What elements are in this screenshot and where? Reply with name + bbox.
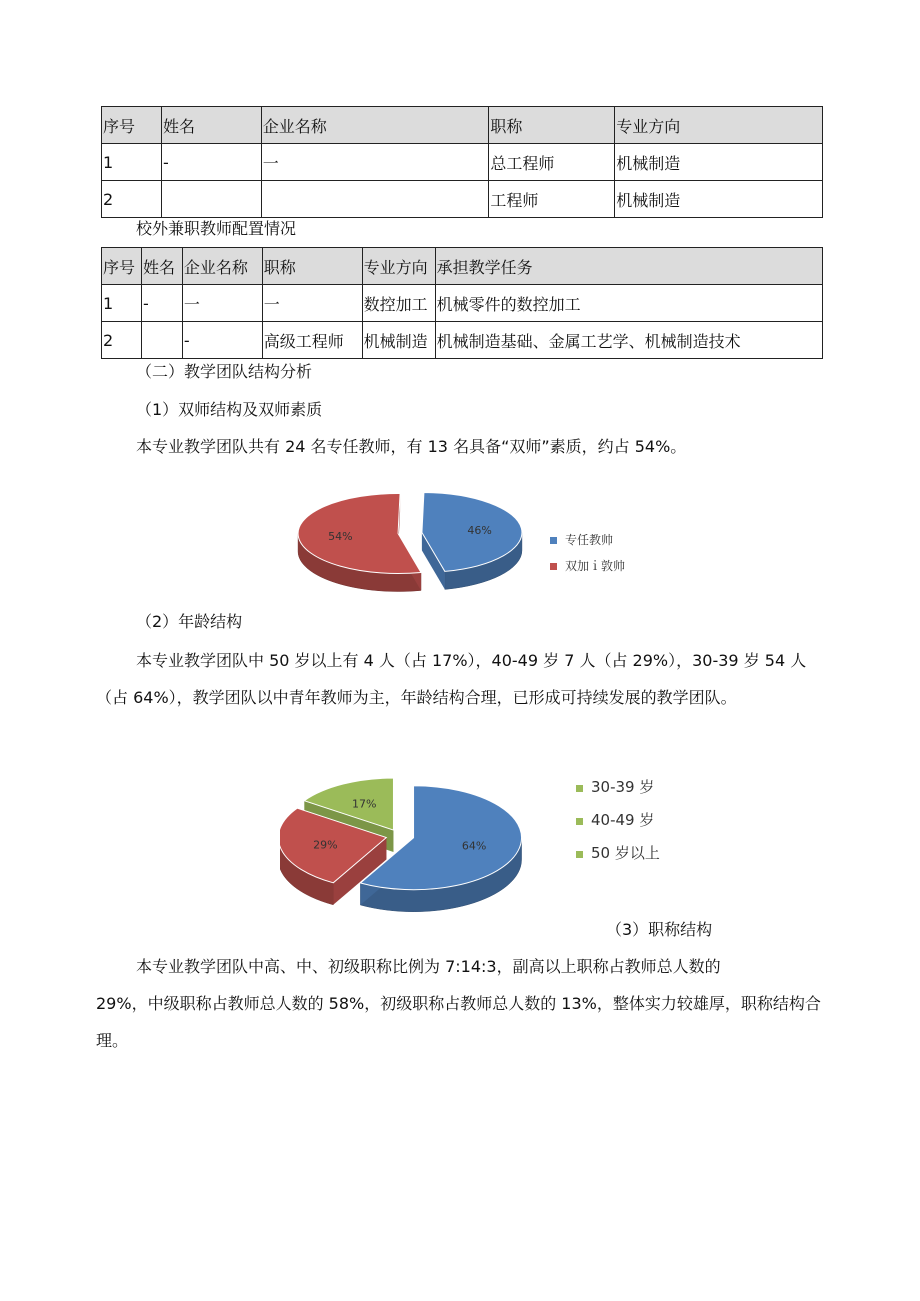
legend-swatch xyxy=(550,537,557,544)
table-cell: 一 xyxy=(261,144,489,181)
legend-swatch xyxy=(576,851,583,858)
table-cell: 机械制造基础、金属工艺学、机械制造技术 xyxy=(435,322,822,359)
pie-slice xyxy=(422,493,522,590)
table-header-row xyxy=(102,248,823,285)
table-cell: 高级工程师 xyxy=(262,322,362,359)
header-cell: 专业方向 xyxy=(362,248,435,285)
table-cell: 工程师 xyxy=(489,181,615,218)
legend-item xyxy=(550,532,613,547)
table-cell: 1 xyxy=(102,285,142,322)
table2-caption: 校外兼职教师配置情况 xyxy=(136,219,297,238)
table-cell: - xyxy=(182,322,262,359)
slice-data-label: 46% xyxy=(467,524,492,538)
table-row xyxy=(102,144,823,181)
table-cell: 一 xyxy=(262,285,362,322)
paragraph-line: （占 64%），教学团队以中青年教师为主，年龄结构合理，已形成可持续发展的教学团队。 xyxy=(96,688,737,707)
table-cell: 机械制造 xyxy=(615,181,823,218)
slice-data-label: 17% xyxy=(352,797,377,811)
subsection-heading: （1）双师结构及双师素质 xyxy=(136,400,323,419)
header-cell: 序号 xyxy=(102,248,142,285)
legend-label: 专任教帅 xyxy=(565,533,614,547)
pie-slice xyxy=(298,494,421,592)
slice-data-label: 54% xyxy=(328,529,353,543)
legend-item xyxy=(550,558,625,573)
legend-label: 50 岁以上 xyxy=(591,844,660,862)
legend-swatch xyxy=(550,563,557,570)
table-cell: 2 xyxy=(102,322,142,359)
header-cell: 职称 xyxy=(489,107,615,144)
table-cell xyxy=(161,181,261,218)
table-cell xyxy=(261,181,489,218)
table-cell: 一 xyxy=(182,285,262,322)
pie-chart-age-structure xyxy=(280,770,700,930)
header-cell: 职称 xyxy=(262,248,362,285)
table-row xyxy=(102,322,823,359)
legend-label: 40-49 岁 xyxy=(591,811,655,829)
legend-item xyxy=(576,844,660,862)
table-cell: 总工程师 xyxy=(489,144,615,181)
table-cell: - xyxy=(141,285,182,322)
legend-label: 双加ｉ敦帅 xyxy=(565,559,626,573)
paragraph-line: 本专业教学团队中 50 岁以上有 4 人（占 17%），40-49 岁 7 人（占 29%），30-39 岁 54 人 xyxy=(136,651,807,670)
table-cell: 机械制造 xyxy=(362,322,435,359)
paragraph: 本专业教学团队共有 24 名专任教师，有 13 名具备“双师”素质，约占 54%。 xyxy=(136,437,687,456)
paragraph-line: 本专业教学团队中高、中、初级职称比例为 7:14:3，副高以上职称占教师总人数的 xyxy=(136,957,721,976)
legend-label: 30-39 岁 xyxy=(591,778,655,796)
table-cell: 机械零件的数控加工 xyxy=(435,285,822,322)
header-cell: 姓名 xyxy=(141,248,182,285)
legend-swatch xyxy=(576,785,583,792)
pie-chart-double-qualified xyxy=(290,485,650,605)
section-heading: （二）教学团队结构分析 xyxy=(136,362,313,381)
table-enterprise-experts xyxy=(101,106,823,218)
table-row xyxy=(102,285,823,322)
table-row xyxy=(102,181,823,218)
header-cell: 企业名称 xyxy=(261,107,489,144)
header-cell: 企业名称 xyxy=(182,248,262,285)
subsection-heading: （2）年龄结构 xyxy=(136,612,243,631)
slice-data-label: 64% xyxy=(461,839,487,853)
legend-swatch xyxy=(576,818,583,825)
table-part-time-teachers xyxy=(101,247,823,359)
table-cell: - xyxy=(161,144,261,181)
legend-item xyxy=(576,778,654,796)
header-cell: 专业方向 xyxy=(615,107,823,144)
table-cell xyxy=(141,322,182,359)
header-cell: 姓名 xyxy=(161,107,261,144)
table-cell: 1 xyxy=(102,144,162,181)
subsection-heading: （3）职称结构 xyxy=(606,920,713,939)
paragraph-line: 29%，中级职称占教师总人数的 58%，初级职称占教师总人数的 13%，整体实力较雄厚，职称结构合 xyxy=(96,994,821,1013)
table-cell: 机械制造 xyxy=(615,144,823,181)
table-cell: 数控加工 xyxy=(362,285,435,322)
header-cell: 序号 xyxy=(102,107,162,144)
table-header-row xyxy=(102,107,823,144)
slice-data-label: 29% xyxy=(313,838,338,852)
header-cell: 承担教学任务 xyxy=(435,248,822,285)
legend-item xyxy=(576,811,654,829)
paragraph-line: 理。 xyxy=(96,1031,129,1050)
table-cell: 2 xyxy=(102,181,162,218)
